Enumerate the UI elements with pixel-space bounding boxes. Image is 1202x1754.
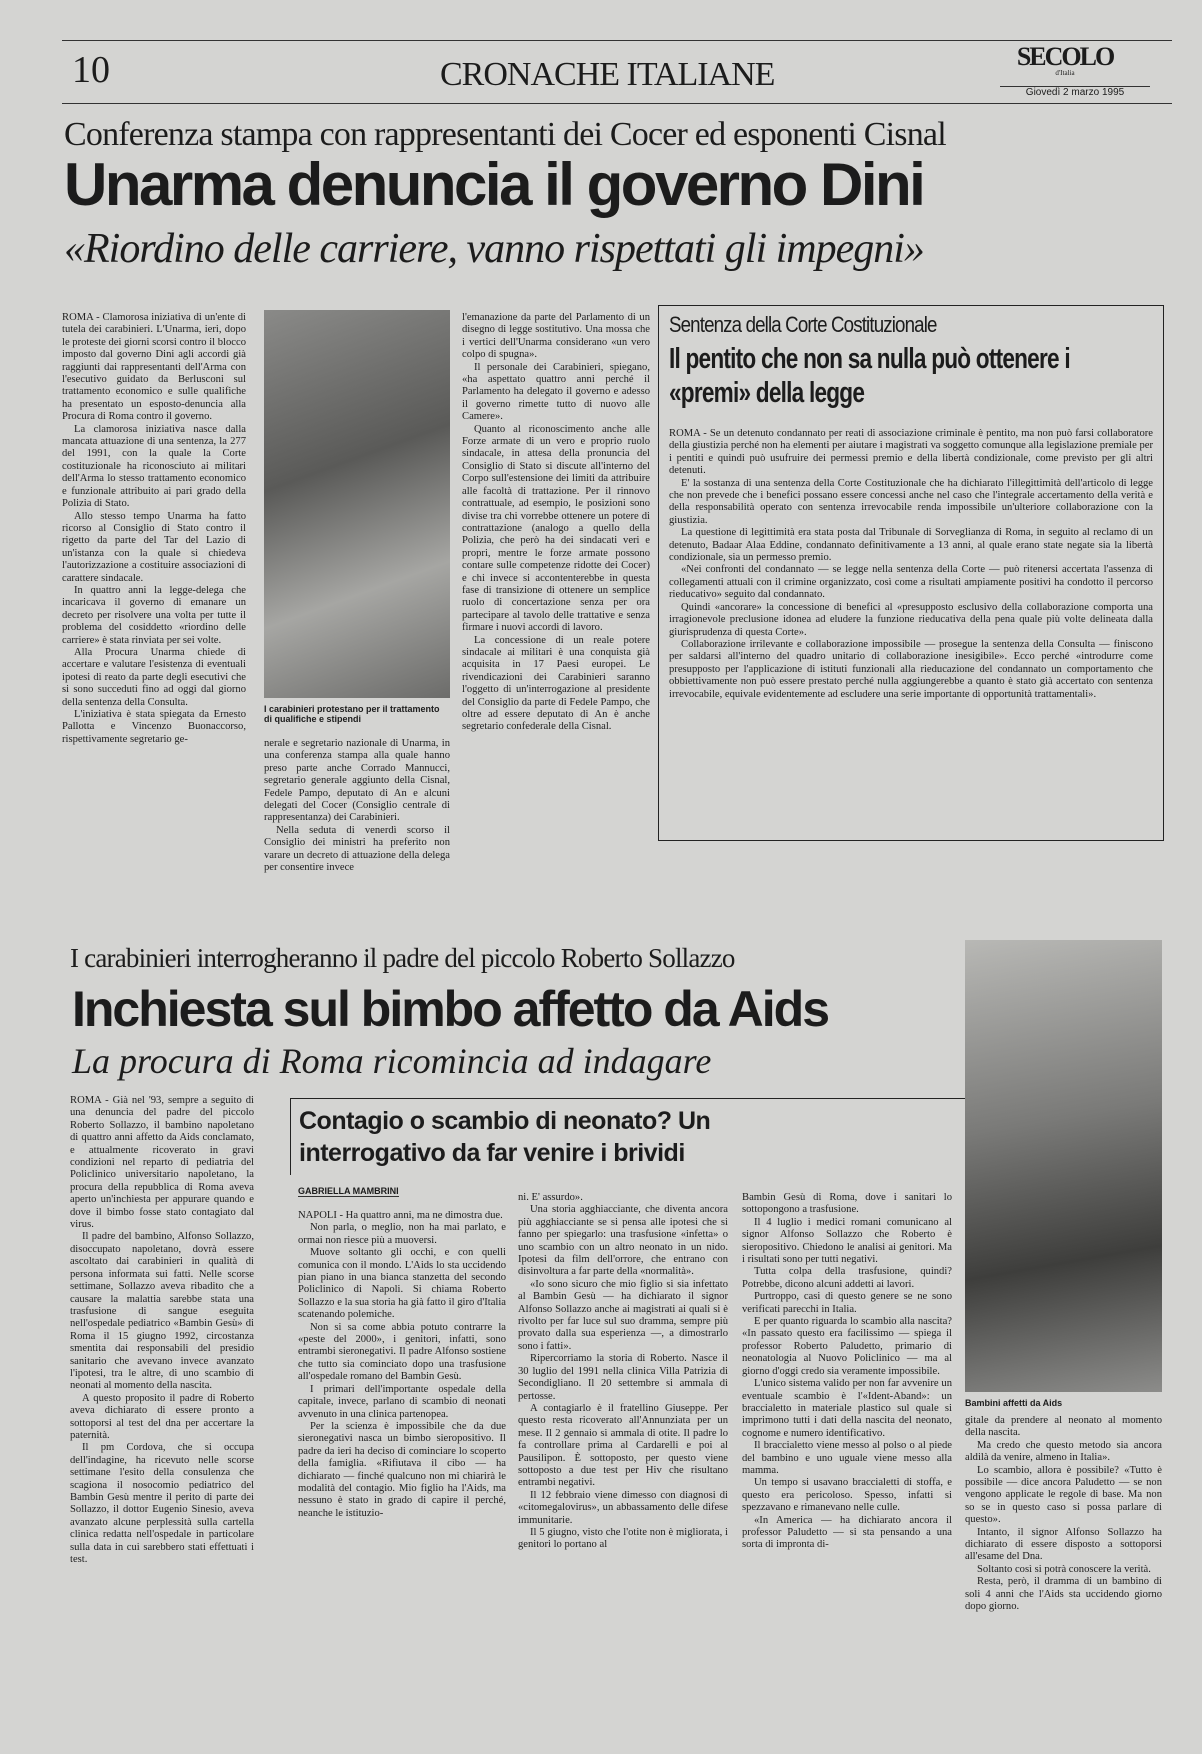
paragraph: ni. E' assurdo». [518, 1192, 583, 1203]
article2-col3 [518, 1192, 728, 1740]
paragraph: Ma credo che questo metodo sia ancora aldilà da venire, almeno in Italia». [965, 1439, 1162, 1464]
paragraph: Per la scienza è impossibile che da due sieronegativi nasca un bimbo sieropositivo. Il padre da ieri ha deciso di cominciare lo scoperto della famiglia. «Rifiutava il cibo — ha dichiarato — finché qualcuno non mi chiarirà le modalità del contagio. Mio figlio ha l'Aids, ma nessuno è stato in grado di capire il perché, neanche le istituzio- [298, 1420, 506, 1519]
paragraph: Il 12 febbraio viene dimesso con diagnosi di «citomegalovirus», un abbassamento delle difese immunitarie. [518, 1489, 728, 1526]
paragraph: Bambin Gesù di Roma, dove i sanitari lo sottopongono a trasfusione. [742, 1192, 952, 1216]
paragraph: La questione di legittimità era stata posta dal Tribunale di Sorveglianza di Roma, in seguito al reclamo di un detenuto, Badaar Alaa Eddine, condannato definitivamente a 13 anni, al quale erano state negate sia la libertà condizionale, sia un permesso premio. [669, 527, 1153, 564]
article2-box-header [290, 1098, 967, 1175]
paragraph: Purtroppo, casi di questo genere se ne sono verificati parecchi in Italia. [742, 1291, 952, 1315]
article2-col5 [965, 1415, 1162, 1740]
article1-subheadline: «Riordino delle carriere, vanno rispettati gli impegni» [64, 226, 924, 272]
sidebar-kicker: Sentenza della Corte Costituzionale [669, 312, 937, 337]
paragraph: ROMA - Se un detenuto condannato per reati di associazione criminale è pentito, ma non può farsi collaboratore della giustizia perché non ha elementi per aiutare i magistrati va soggetto comunque alla legislazione premiale per i pentiti e quindi può usufruire dei permessi premio e della libertà condizionale, come previsto per gli altri detenuti. [669, 428, 1153, 477]
page-number: 10 [72, 49, 110, 91]
paragraph: Il 5 giugno, visto che l'otite non è migliorata, i genitori lo portano al [518, 1526, 728, 1551]
issue-date: Giovedì 2 marzo 1995 [1000, 86, 1150, 98]
paragraph: Resta, però, il dramma di un bambino di soli 4 anni che l'Aids sta uccidendo giorno dopo giorno. [965, 1576, 1162, 1613]
paragraph: I primari dell'importante ospedale della capitale, invece, parlano di scambio di neonati avvenuto in una clinica partenopea. [298, 1383, 506, 1420]
article1-headline: Unarma denuncia il governo Dini [64, 151, 924, 218]
paragraph: Un tempo si usavano braccialetti di stoffa, e questo era pericoloso. Spesso, infatti si spezzavano e rimanevano nelle culle. [742, 1477, 952, 1514]
article1-col3 [462, 312, 650, 834]
carabinieri-photo [264, 310, 450, 698]
paragraph: Ripercorriamo la storia di Roberto. Nasce il 30 luglio del 1991 nella clinica Villa Patrizia di Secondigliano. Il 20 settembre si ammala di pertosse. [518, 1353, 728, 1402]
paragraph: L'unico sistema valido per non far avvenire un eventuale scambio è l'«Ident-Aband»: un braccialetto in materiale plastico sul quale si imprimono tutti i dati della nascita del neonato, cognome e numero identificativo. [742, 1378, 952, 1439]
article2-col4 [742, 1192, 952, 1740]
article2-photo-caption: Bambini affetti da Aids [965, 1398, 1063, 1408]
byline: GABRIELLA MAMBRINI [298, 1186, 399, 1196]
children-photo [965, 940, 1162, 1392]
sidebar-headline: Il pentito che non sa nulla può ottenere i «premi» della legge [669, 343, 1070, 409]
paragraph: E per quanto riguarda lo scambio alla nascita? «In passato questo era facilissimo — spiega il professor Roberto Paludetto, primario di neonatologia al Nuovo Policlinico — ma al giorno d'oggi credo sia veramente impossibile. [742, 1316, 952, 1377]
article1-col1 [62, 312, 246, 832]
newspaper-logo [1000, 44, 1130, 77]
sidebar-box [658, 305, 1164, 841]
logo-text: SECOLO [1016, 42, 1114, 71]
article2-subheadline: La procura di Roma ricomincia ad indagare [72, 1041, 712, 1081]
section-title: CRONACHE ITALIANE [440, 56, 775, 93]
paragraph: Nella seduta di venerdì scorso il Consiglio dei ministri ha preferito non varare un decreto di attuazione della delega per consentire invece [264, 824, 450, 874]
paragraph: gitale da prendere al neonato al momento della nascita. [965, 1415, 1162, 1439]
paragraph: L'iniziativa è stata spiegata da Ernesto Pallotta e Vincenzo Buonaccorso, rispettivamente segretario ge- [62, 709, 246, 745]
box-headline: Contagio o scambio di neonato? Un interrogativo da far venire i brividi [299, 1107, 711, 1167]
paragraph: Non parla, o meglio, non ha mai parlato, e ormai non riesce più a muoversi. [298, 1222, 506, 1246]
paragraph: Intanto, il signor Alfonso Sollazzo ha dichiarato di essere disposto a sottoporsi all'esame del Dna. [965, 1526, 1162, 1563]
paragraph: l'emanazione da parte del Parlamento di un disegno di legge sostitutivo. Una mossa che i vertici dell'Unarma considerano «un vero colpo di spugna». [462, 312, 650, 361]
paragraph: Muove soltanto gli occhi, e con quelli comunica con il mondo. L'Aids lo sta uccidendo pian piano in una bianca stanzetta del secondo Policlinico di Napoli. Si chiama Roberto Sollazzo e la sua storia ha già fatto il giro d'Italia scatenando polemiche. [298, 1247, 506, 1321]
paragraph: La concessione di un reale potere sindacale ai militari è una conquista già acquisita in 17 Paesi europei. Le rivendicazioni dei Carabinieri saranno l'oggetto di un'interrogazione al presidente del Consiglio da parte di Fedele Pampo, che oltre ad essere deputato di An è anche segretario confederale della Cisnal. [462, 634, 650, 733]
paragraph: Collaborazione irrilevante e collaborazione impossibile — prosegue la sentenza della Consulta — finiscono per saldarsi all'interno del quadro unitario di collaborazione inesigibile». Ecco perché «introdurre come presupposto per l'applicazione di istituti funzionali alla rieducazione del condannato un comportamento che obbiettivamente non può essere prestato perché nulla aggiungerebbe a quanto è stato già accertato con sentenza irrevocabile, equivale evidentemente ad escludere una serie importante di opportunità trattamentali». [669, 638, 1153, 700]
article2-col1 [70, 1095, 254, 1735]
paragraph: Il personale dei Carabinieri, spiegano, «ha aspettato quattro anni perché il Parlamento ha delegato il governo e adesso il governo rimette tutto di nuovo alle Camere». [462, 361, 650, 423]
paragraph: E' la sostanza di una sentenza della Corte Costituzionale che ha dichiarato l'illegittimità dell'articolo di legge che non prevede che i benefici possano essere concessi anche nel caso che l'integrale accertamento della verità e della responsabilità operato con sentenza irrevocabile renda impossibile un'ulteriore collaborazione con la giustizia. [669, 477, 1153, 526]
paragraph: Tutta colpa della trasfusione, quindi? Potrebbe, dicono alcuni addetti ai lavori. [742, 1266, 952, 1290]
paragraph: La clamorosa iniziativa nasce dalla mancata attuazione di una sentenza, la 277 del 1991, con la quale la Corte costituzionale ha riconosciuto ai militari dell'Arma lo stesso trattamento economico e funzionale attribuito ai pari grado della Polizia di Stato. [62, 423, 246, 510]
paragraph: A contagiarlo è il fratellino Giuseppe. Per questo resta ricoverato all'Annunziata per un mese. Il 2 gennaio si ammala di otite. Il padre lo fa controllare prima al Cardarelli e poi al Pausilipon. È sottoposto, per questo viene sottoposto a due test per Hiv che risultano entrambi negativi. [518, 1402, 728, 1489]
sidebar-body [669, 428, 1153, 836]
paragraph: In quattro anni la legge-delega che incaricava il governo di emanare un decreto per risolvere una volta per tutte il problema del cosiddetto «riordino delle carriere» è stata rinviata per sei volte. [62, 584, 246, 646]
paragraph: nerale e segretario nazionale di Unarma, in una conferenza stampa alla quale hanno preso parte anche Corrado Mannucci, segretario generale aggiunto della Cisnal, Fedele Pampo, deputato di An e alcuni delegati del Cocer (Consiglio centrale di rappresentanza) dei Carabinieri. [264, 738, 450, 824]
paragraph: Quindi «ancorare» la concessione di benefici al «presupposto esclusivo della collaborazione comporta una irragionevole preclusione idonea ad eludere la funzione rieducativa della pena quale più volte delineata dalla giurisprudenza di questa Corte». [669, 601, 1153, 638]
paragraph: ROMA - Clamorosa iniziativa di un'ente di tutela dei carabinieri. L'Unarma, ieri, dopo le proteste dei giorni scorsi contro il blocco imposto dal governo Dini agli accordi già raggiunti dai rappresentanti dell'Arma con l'esecutivo guidato da Berlusconi sul trattamento economico e sulle qualifiche ha presentato un esposto-denuncia alla Procura di Roma contro il governo. [62, 312, 246, 423]
paragraph: Il pm Cordova, che si occupa dell'indagine, ha ricevuto nelle scorse settimane l'esito della consulenza che scagiona il nosocomio pediatrico del Bambin Gesù mentre il perito di parte dei Sollazzo, il dottor Eugenio Sinesio, aveva avanzato alcune perplessità sulla cartella clinica redatta nell'ospedale in particolare sulla data in cui sarebbero stati effettuati i test. [70, 1442, 254, 1566]
paragraph: NAPOLI - Ha quattro anni, ma ne dimostra due. [298, 1210, 503, 1221]
article1-photo-caption: I carabinieri protestano per il trattamento di qualifiche e stipendi [264, 704, 440, 724]
paragraph: Allo stesso tempo Unarma ha fatto ricorso al Consiglio di Stato contro il rigetto da parte del Tar del Lazio di un'istanza con la quale si chiedeva l'autorizzazione a costituire associazioni di carattere sindacale. [62, 510, 246, 584]
article1-kicker: Conferenza stampa con rappresentanti dei Cocer ed esponenti Cisnal [64, 116, 946, 153]
paragraph: ROMA - Già nel '93, sempre a seguito di una denuncia del padre del piccolo Roberto Sollazzo, il bambino napoletano di quattro anni affetto da Aids conclamato, e attualmente ricoverato in gravi condizioni nel reparto di pediatria del Policlinico universitario napoletano, la procura della repubblica di Roma aveva aperto un'inchiesta per appurare quando e dove il bimbo fosse stato contagiato dal virus. [70, 1095, 254, 1231]
paragraph: «Nei confronti del condannato — se legge nella sentenza della Corte — può ritenersi accertata l'assenza di collegamenti attuali con il crimine organizzato, così come a risultati ampiamente positivi ha condotto il percorso rieducativo» seguito dal condannato. [669, 564, 1153, 601]
logo-sub: d'Italia [1055, 69, 1075, 77]
paragraph: A questo proposito il padre di Roberto aveva dichiarato di essere pronto a sottoporsi al test del dna per accertare la paternità. [70, 1392, 254, 1441]
paragraph: Quanto al riconoscimento anche alle Forze armate di un vero e proprio ruolo sindacale, in attesa della pronuncia del Consiglio di Stato si discute all'interno del Corpo sull'estensione dei limiti da attribuire alle facoltà di trattazione. Per il rinnovo contrattuale, ad esempio, le posizioni sono divise tra chi vorrebbe ottenere un potere di contrattazione (analogo a quello della Polizia, che però ha dei sindacati veri e propri, mentre le forze armate possono contare sulle competenze ridotte dei Cocer) e chi invece si accontenterebbe in questa fase di transizione di ottenere un semplice ruolo di concertazione senza per ora partecipare al tavolo delle trattative e senza firmare i nuovi accordi di lavoro. [462, 423, 650, 634]
article2-col2 [298, 1210, 506, 1740]
article2-kicker: I carabinieri interrogheranno il padre del piccolo Roberto Sollazzo [70, 943, 735, 973]
paragraph: Una storia agghiacciante, che diventa ancora più agghiacciante se si pensa alle ipotesi che si fanno per spiegarlo: una trasfusione «infetta» o uno scambio con un altro neonato in un nido. Ipotesi da film dell'orrore, che entrano con disinvoltura a far parte della «normalità». [518, 1204, 728, 1278]
paragraph: «Io sono sicuro che mio figlio si sia infettato al Bambin Gesù — ha dichiarato il signor Alfonso Sollazzo anche ai magistrati ai quali si è rivolto per far luce sul suo dramma, sempre più provato dalla sua esperienza —, a dimostrarlo sono i fatti». [518, 1278, 728, 1352]
paragraph: Il 4 luglio i medici romani comunicano al signor Alfonso Sollazzo che Roberto è sieropositivo. Chiedono le analisi ai genitori. Ma i risultati sono per tutti negativi. [742, 1216, 952, 1266]
paragraph: Il braccialetto viene messo al polso o al piede del bambino e uno uguale viene messo alla mamma. [742, 1440, 952, 1476]
article1-col2 [264, 738, 450, 874]
paragraph: «In America — ha dichiarato ancora il professor Paludetto — si sta pensando a una sorta di impronta di- [742, 1514, 952, 1551]
paragraph: Alla Procura Unarma chiede di accertare e valutare l'esistenza di eventuali ipotesi di reato da parte degli esecutivi che si sono succeduti fino ad oggi dal giorno della sentenza della Consulta. [62, 646, 246, 708]
paragraph: Lo scambio, allora è possibile? «Tutto è possibile — dice ancora Paludetto — se non vengono applicate le regole di base. Ma non so se in questo caso si possa parlare di questo». [965, 1464, 1162, 1526]
paragraph: Soltanto così si potrà conoscere la verità. [977, 1563, 1151, 1575]
paragraph: Il padre del bambino, Alfonso Sollazzo, disoccupato napoletano, dovrà essere ascoltato dai carabinieri in qualità di persona informata sui fatti. Nelle scorse settimane, Sollazzo aveva ribadito che a causare la malattia sarebbe stata una trasfusione di sangue eseguita nell'ospedale pediatrico «Bambin Gesù» di Roma il 15 giugno 1992, circostanza smentita dai responsabili del presidio sanitario che avevano invece avanzato l'ipotesi, tra le altre, di uno scambio di neonati al momento della nascita. [70, 1231, 254, 1392]
article2-headline: Inchiesta sul bimbo affetto da Aids [72, 981, 829, 1037]
paragraph: Non si sa come abbia potuto contrarre la «peste del 2000», i genitori, infatti, sono entrambi sieronegativi. Il padre Alfonso sostiene che tutto sia cominciato dopo una trasfusione all'ospedale romano del Bambin Gesù. [298, 1321, 506, 1383]
